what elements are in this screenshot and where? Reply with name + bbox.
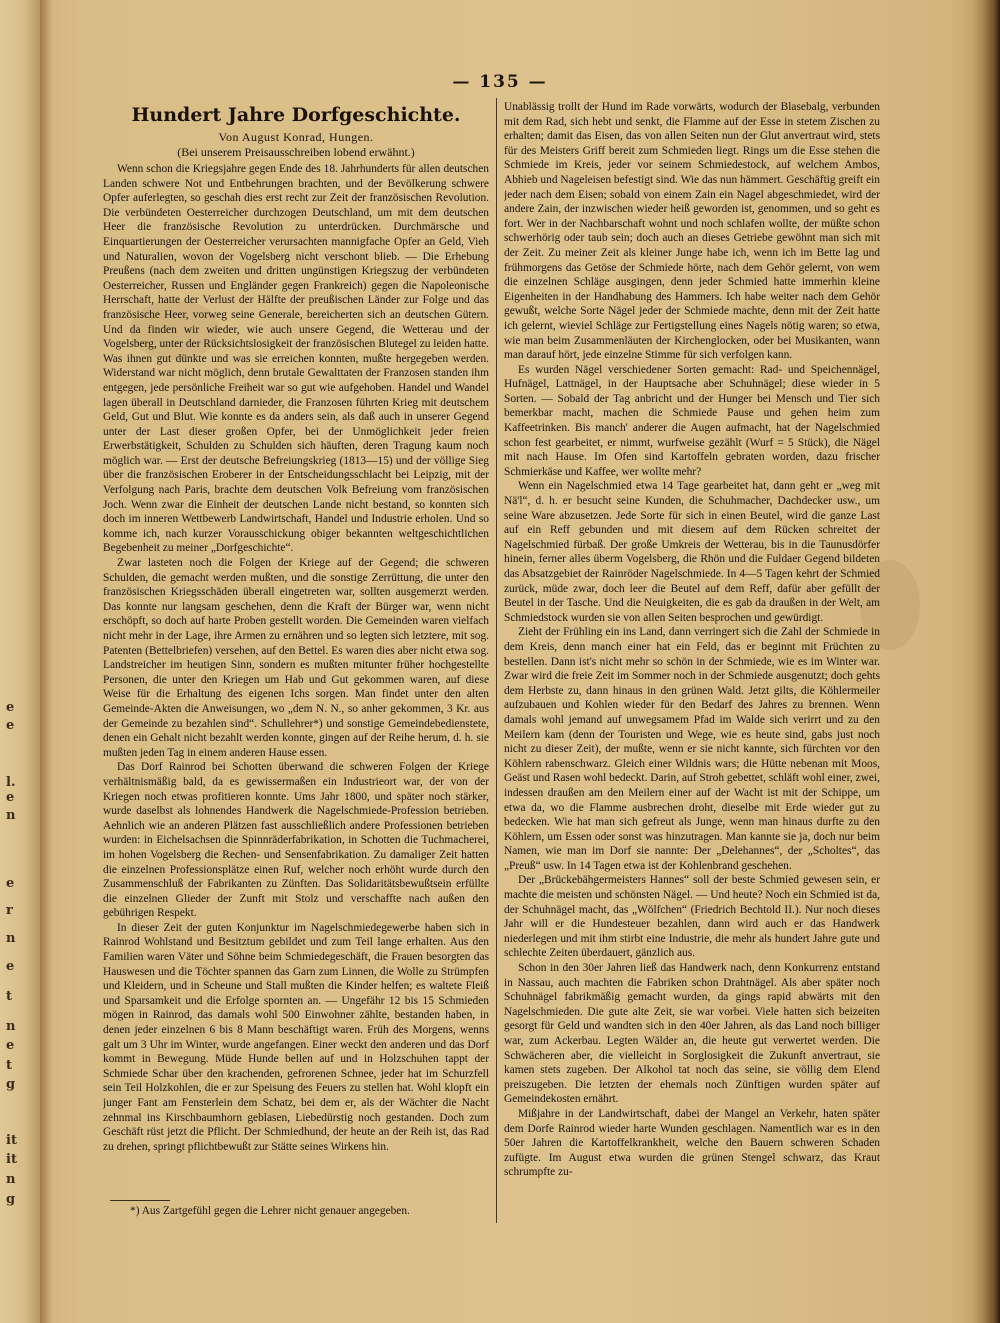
- previous-page-text-fragment: r: [6, 903, 13, 918]
- previous-page-text-fragment: e: [6, 790, 15, 805]
- paragraph: Wenn ein Nagelschmied etwa 14 Tage gearbeitet hat, dann geht er „weg mit Nä'l“, d. h. er besucht seine Kunden, die Schuhmacher, Dachdecker usw., um seine Ware abzusetzen. Jede Sorte für sich in einen Beutel, wird die ganze Last auf ein Reff gebunden und mit diesem auf dem Rücken schreitet der Nagelschmied fürbaß. Der große Umkreis der Wetterau, bis in die Taunusdörfer hinein, ferner alles überm Vogelsberg, die Rhön und die Fuldaer Gegend bildeten das Absatzgebiet der Rainröder Nagelschmiede. In 4—5 Tagen kehrt der Schmied zurück, müde zwar, doch leer die Beutel auf dem Reff, dafür aber gefüllt der Beutel in der Tasche. Und die Neuigkeiten, die es gab da draußen in der Welt, am Schmiedstock wurden sie von allen Seiten besprochen und gewürdigt.: [504, 480, 880, 624]
- paragraph: Wenn schon die Kriegsjahre gegen Ende des 18. Jahrhunderts für allen deutschen Landen schwere Not und Entbehrungen brachten, und der Bevölkerung schwere Opfer auferlegten, so geschah dies erst recht zur Zeit der französischen Revolution. Die verbündeten Oesterreicher durchzogen Deutschland, um mit dem deutschen Heer die französische Revolution zu unterdrücken. Durchmärsche und Einquartierungen der Oesterreicher verursachten mannigfache Opfer an Geld, Vieh und Naturalien, wovon der Vogelsberg nicht verschont blieb. — Die Erhebung Preußens (nach dem zweiten und dritten ungünstigen Kriegszug der verbündeten Oesterreicher, Russen und Engländer gegen Frankreich) gegen die Napoleonische Herrschaft, hatte der Verlust der Hälfte der preußischen Länder zur Folge und das französische Heer, vorweg seine Generale, bereicherten sich an deutschen Gütern. Und da finden wir wieder, wie auch unsere Gegend, die Wetterau und der Vogelsberg, unter der Rücksichtslosigkeit der französischen Blutegel zu leiden hatte. Was ihnen gut dünkte und was sie erreichen konnten, mußte hergegeben werden. Widerstand war nicht möglich, denn brutale Gewalttaten der Franzosen standen ihm entgegen, jede persönliche Freiheit war so gut wie aufgehoben. Handel und Wandel lagen überall in Deutschland darnieder, die Franzosen führten Krieg mit deutschem Geld, Gut und Blut. Wie konnte es da anders sein, als daß auch in unserer Gegend unter der Last dieser großen Opfer, bei der Unmöglichkeit jeder freien Erwerbstätigkeit, Schulden zu Schulden sich häuften, deren Tragung kaum noch möglich war. — Erst der deutsche Befreiungskrieg (1813—15) und der völlige Sieg über die französischen Eroberer in der Entscheidungsschlacht bei Leipzig, mit der Verfolgung nach Paris, brachte dem deutschen Volk Befreiung vom französischen Joch. Wenn zwar die Einheit der deutschen Lande nicht bestand, so konnten sich doch im inneren Wettbewerb Landwirtschaft, Handel und Industrie erholen. Und so komme ich, nach kurzer Vorausschickung obiger bekannten weltgeschichtlichen Begebenheit zu meiner „Dorfgeschichte“.: [103, 163, 489, 555]
- footnote-divider: [110, 1200, 170, 1201]
- previous-page-text-fragment: n: [6, 1172, 16, 1187]
- previous-page-text-fragment: t: [6, 1058, 13, 1073]
- paragraph: Unablässig trollt der Hund im Rade vorwärts, wodurch der Blasebalg, verbunden mit dem Rad, sich hebt und senkt, die Flamme auf der Esse in stetem Zischen zu erhalten; damit das Eisen, das von allen Seiten nun der Glut anvertraut wird, stets für des Meisters Griff bereit zum Schmieden liegt. Rings um die Esse stehen die Schmiede im Kreis, jeder vor seinem Schmiedestock, auf welchem Ambos, Abhieb und Nageleisen befestigt sind. Wie das nun hämmert. Geschäftig greift ein jeder nach dem Eisen; sobald von einem Zain ein Nagel abgeschmiedet, wird der andere Zain, der inzwischen wieder heiß geworden ist, genommen, und so geht es fort. Wer in der Nachbarschaft wohnt und noch schlafen wollte, der müßte schon schwerhörig oder taub sein; doch auch an dieses Getriebe gewöhnt man sich mit der Zeit. Zu meiner Zeit als kleiner Junge habe ich, wenn ich im Bette lag und frühmorgens das Getöse der Schmiede hörte, nach dem Gehör gelernt, von wem die einzelnen Schläge ausgingen, denn jeder Schmied hatte immerhin kleine Eigenheiten in der Handhabung des Hammers. Ich habe weiter nach dem Gehör gewußt, welche Sorte Nägel jeder der Schmiede machte, denn mit der Zeit hatte ich gelernt, wieviel Schläge zur Fertigstellung eines Nagels nötig waren; so etwa, wie man beim Zusammenläuten der Kirchenglocken, oder bei Musikanten, wann man darauf hört, jede einzelne Stimme für sich verfolgen kann.: [504, 101, 880, 362]
- previous-page-text-fragment: l.: [6, 775, 16, 790]
- column-divider: [496, 98, 497, 1223]
- article-title: Hundert Jahre Dorfgeschichte.: [131, 104, 461, 126]
- previous-page-text-fragment: e: [6, 700, 15, 715]
- paragraph: Zieht der Frühling ein ins Land, dann verringert sich die Zahl der Schmiede in dem Kreis, denn manch einer hat ein Feld, das er beginnt mit Früchten zu bestellen. Dann ist's nicht mehr so schön in der Schmiede, wie es im Winter war. Zwar wird die freie Zeit im Sommer noch in der Schmiede ausgenutzt; doch gehts dem Herbste zu, dann hinaus in den grünen Wald. Jetzt gilts, die Köhlermeiler aufzubauen und Kohlen wieder für den Bedarf des Jahres zu brennen. Wenn damals wohl jemand auf unwegsamem Pfad im Walde sich verirrt und zu den Meilern kam (denn der Touristen und Wege, wie es heute sind, gabs just noch nicht zu dieser Zeit), der mußte, wenn er sie nicht kannte, sich fürchten vor den Köhlern rabenschwarz. Gleich einer Wildnis wars; die Hütte nebenan mit Moos, Geäst und Rasen wohl bedeckt. Darin, auf Stroh gebettet, schläft wohl einer, zwei, indessen draußen am den Meilern einer auf der Wacht ist mit der Schippe, um etwa da, wo die Flamme ausbrechen droht, dieselbe mit Erde wieder gut zu bedecken. Wie hat man sich gefreut als Junge, wenn man hinaus durfte zu den Köhlern, um Essen oder sonst was hinzutragen. Man kannte sie ja, doch nur beim Namen, wie man im Dorf sie nannte: Der „Delehannes“, der „Scholtes“, das „Preuß“ usw. In 14 Tagen etwa ist der Kohlenbrand geschehen.: [504, 626, 880, 872]
- paragraph: Mißjahre in der Landwirtschaft, dabei der Mangel an Verkehr, haten später dem Dorfe Rainrod wieder harte Wunden geschlagen. Namentlich war es in den 50er Jahren die Kartoffelkrankheit, welche den Bauern schweren Schaden zufügte. Im August etwa wurden die grünen Stengel schwarz, das Kraut schrumpfte zu-: [504, 1107, 880, 1179]
- paragraph: Das Dorf Rainrod bei Schotten überwand die schweren Folgen der Kriege verhältnismäßig bald, da es gewissermaßen ein Industrieort war, der von der Kriegen noch etwas profitieren konnte. Ums Jahr 1800, und später noch stärker, wurde daselbst als lohnendes Handwerk die Nagelschmiede-Profession betrieben. Aehnlich wie an anderen Plätzen fast ausschließlich andere Professionen betrieben wurden: in Eichelsachsen die Spinnräderfabrikation, in Schotten die Tuchmacherei, im hohen Vogelsberg die Rechen- und Sensenfabrikation. Zu damaliger Zeit hatten die einzelnen Professionsplätze einen Ruf, welcher noch erhöht wurde durch den Zusammenschluß der Fabrikanten zu Zünften. Das Solidaritätsbewußtsein erfüllte die einzelnen Glieder der Zunft mit Stolz und verschaffte nach außen den gebührigen Respekt.: [103, 761, 489, 920]
- paragraph: Schon in den 30er Jahren ließ das Handwerk nach, denn Konkurrenz entstand in Nassau, auch machten die Fabriken schon Drahtnägel. Als aber später noch Schuhnägel fabrikmäßig gemacht wurden, da gings rapid abwärts mit den Nagelschmieden. Die gute alte Zeit, sie war vorbei. Viele hatten sich beizeiten gesorgt für Geld und wandten sich in den 40er Jahren, als das Land noch billiger war, zum Ackerbau. Legten Wälder an, die heute gut verwertet werden. Die Schwächeren aber, die vielleicht in Sorglosigkeit die Zukunft anvertraut, sie kamen stets zugeben. Der Alkohol tat noch das seine, sie völlig dem Elend preiszugeben. Die letzten der ehemals noch Zünftigen wurden später auf Gemeindekosten ernährt.: [504, 962, 880, 1106]
- page-edge-shadow: [972, 0, 1000, 1323]
- previous-page-text-fragment: e: [6, 718, 15, 733]
- previous-page-text-fragment: it: [6, 1133, 17, 1148]
- paragraph: In dieser Zeit der guten Konjunktur im Nagelschmiedegewerbe haben sich in Rainrod Wohlstand und Besitztum gebildet und zum Teil lange erhalten. Aus den Familien waren Väter und Söhne beim Schmiedegeschäft, die Frauen besorgten das Hauswesen und die Töchter spannen das Garn zum Linnen, die Wolle zu Strümpfen und Kleidern, und in Scheune und Stall mußten die Kinder helfen; es waltete Fleiß und Sparsamkeit und die Erfolge spornten an. — Ungefähr 12 bis 15 Schmieden mögen in Rainrod, das damals wohl 500 Einwohner zählte, bestanden haben, in denen jeder einzelnen 6 bis 8 Mann beschäftigt waren. Früh des Morgens, wenns galt um 3 Uhr im Winter, wurde angefangen. Einer weckt den anderen und das Dorf kommt in Bewegung. Müde Hunde bellen auf und in Holzschuhen tappt der Schmiede Schar über den krachenden, gefrorenen Schnee, jeder hat im Schurzfell sein Teil Holzkohlen, die er zur Speisung des Feuers zu stellen hat. Wohl klopft ein junger Fant am Fensterlein dem Schatz, bei dem er, als der Wächter die Nacht zehnmal ins Kirschbaumhorn geblasen, Liebedürstig noch gestanden. Doch zum Geschäft rüst jetzt die Pflicht. Der Schmiedhund, der heute an der Reih ist, das Rad zu drehen, springt pflichtbewußt zur Stätte seines Wirkens hin.: [103, 921, 489, 1153]
- article-note: (Bei unserem Preisausschreiben lobend erwähnt.): [177, 145, 415, 159]
- right-column: [504, 100, 880, 1220]
- paragraph: Zwar lasteten noch die Folgen der Kriege auf der Gegend; die schweren Schulden, die gemacht werden mußten, und die sonstige Zerrüttung, die unter den französischen Kriegsschäden überall eingetreten war, sollten ausgemerzt werden. Das konnte nur langsam geschehen, denn die Kraft der Bürger war, wenn nicht erschöpft, so doch auf harte Proben gestellt worden. Die Gemeinden waren vielfach nicht mehr in der Lage, ihre Armen zu ernähren und so legten sich letztere, mit sog. Patenten (Bettelbriefen) versehen, auf den Bettel. Es waren dies aber nicht etwa sog. Landstreicher im heutigen Sinn, sondern es mußten mitunter früher hochgestellte Personen, die unter den Kriegen um Hab und Gut gekommen waren, auf diese Weise für die Erhaltung des eigenen Ichs sorgen. Man findet unter den alten Gemeinde-Akten die Anweisungen, wo „dem N. N., so anher gekommen, 3 Kr. aus der Gemeinde zu bezahlen sind“. Schullehrer*) und sonstige Gemeindebedienstete, denen ein Gehalt nicht bezahlt werden konnte, gingen auf der Reihe herum, d. h. sie mußten jeden Tag in einem anderen Hause essen.: [103, 557, 489, 759]
- previous-page-edge: [0, 0, 41, 1323]
- previous-page-text-fragment: g: [6, 1192, 16, 1207]
- previous-page-text-fragment: n: [6, 808, 16, 823]
- previous-page-text-fragment: n: [6, 931, 16, 946]
- paragraph: Der „Brückebähgermeisters Hannes“ soll der beste Schmied gewesen sein, er machte die meisten und schönsten Nägel. — Und heute? Noch ein Schmied ist da, der Schuhnägel macht, das „Wölfchen“ (Friedrich Bechtold II.). Nur noch dieses Jahr will er die Hundesteuer bezahlen, dann wird auch er das Handwerk niederlegen und mit ihm stirbt eine Industrie, die mehr als hundert Jahre gute und schlechte Zeiten überdauert, gänzlich aus.: [504, 874, 880, 960]
- paragraph: Es wurden Nägel verschiedener Sorten gemacht: Rad- und Speichennägel, Hufnägel, Lattnägel, in der Hauptsache aber Schuhnägel; diese wieder in 5 Sorten. — Sobald der Tag anbricht und der Hunger bei Mensch und Tier sich bemerkbar macht, machen die Schmiede Pause und gehen heim zum Kaffeetrinken. Bis manch' anderer die Augen aufmacht, hat der Nagelschmied schon fest gearbeitet, er nimmt, wurfweise gezählt (Wurf = 5 Stück), die Nägel mit nach Hause. Im Ofen sind Kartoffeln gebraten worden, dazu frischer Schmierkäse und Kaffee, wer wollte mehr?: [504, 363, 880, 478]
- previous-page-text-fragment: g: [6, 1077, 16, 1092]
- previous-page-text-fragment: n: [6, 1019, 16, 1034]
- previous-page-text-fragment: it: [6, 1152, 17, 1167]
- previous-page-text-fragment: t: [6, 989, 13, 1004]
- left-column: [103, 100, 489, 1235]
- previous-page-text-fragment: e: [6, 876, 15, 891]
- book-spine: [40, 0, 54, 1323]
- page-number: — 135 —: [452, 72, 548, 92]
- previous-page-text-fragment: e: [6, 1038, 15, 1053]
- footnote: *) Aus Zartgefühl gegen die Lehrer nicht genauer angegeben.: [130, 1205, 410, 1217]
- article-author: Von August Konrad, Hungen.: [218, 130, 374, 144]
- previous-page-text-fragment: e: [6, 959, 15, 974]
